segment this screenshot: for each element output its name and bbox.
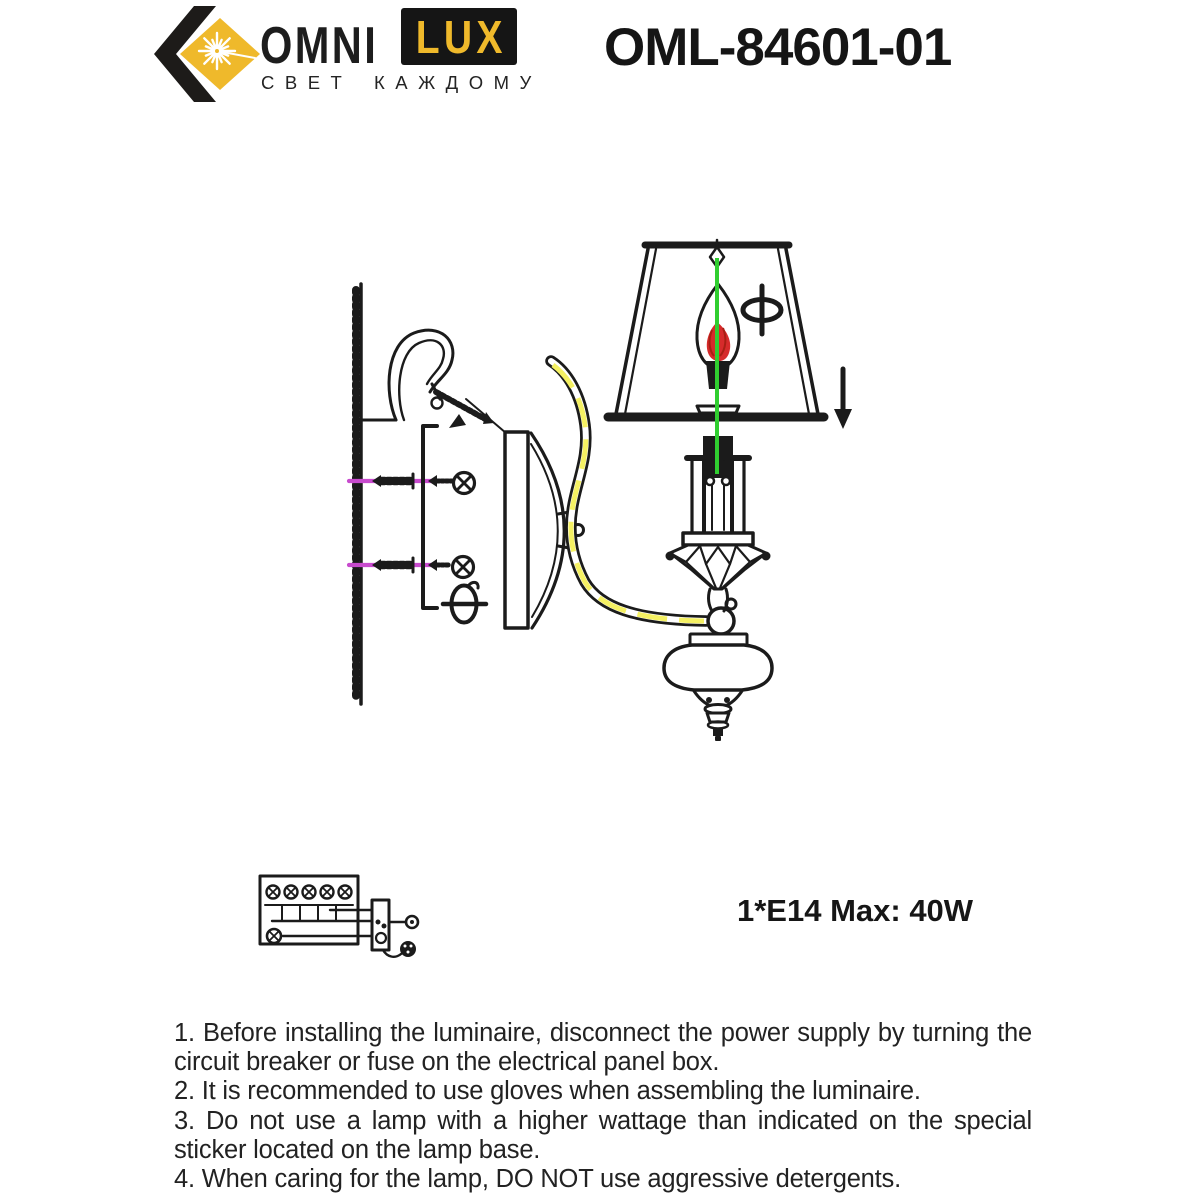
wiring-diagram	[246, 860, 436, 968]
small-arrow	[449, 414, 466, 428]
plug-icon	[400, 941, 416, 957]
hanging-screw	[436, 392, 487, 420]
brand-lux-text: LUX	[415, 10, 507, 63]
wall-anchor-top	[372, 474, 413, 488]
starburst-center-dot	[215, 49, 219, 53]
brand-tagline: СВЕТ КАЖДОМУ	[261, 72, 542, 93]
model-number: OML-84601-01	[604, 18, 952, 77]
mounting-guide-lines	[349, 481, 449, 565]
wall-anchor-bottom	[372, 558, 413, 572]
brand-omni-text: OMNI	[260, 17, 379, 75]
assembly-diagram	[325, 232, 885, 792]
glass-pendant	[664, 634, 772, 741]
keyhole-hook-detail	[389, 330, 506, 433]
instruction-item-4: 4. When caring for the lamp, DO NOT use aggressive detergents.	[174, 1165, 901, 1194]
instruction-item-3: 3. Do not use a lamp with a higher wattage than indicated on the special sticker located on the lamp base.	[174, 1106, 1032, 1164]
arm-end-ring	[708, 599, 736, 634]
mounting-bracket	[423, 426, 437, 608]
omnilux-logo-icon	[152, 6, 264, 102]
wall	[356, 284, 396, 704]
instruction-item-1: 1. Before installing the luminaire, disconnect the power supply by turning the circuit breaker or fuse on the electrical panel box.	[174, 1019, 1032, 1077]
instructions	[174, 1019, 1032, 1194]
brand-lux-badge	[401, 8, 517, 65]
screw-rotate-symbol	[443, 582, 486, 622]
wall-screw-bottom	[428, 557, 474, 578]
diamond-ornament	[666, 545, 771, 611]
lamp-terminal	[406, 916, 418, 928]
instruction-item-2: 2. It is recommended to use gloves when assembling the luminaire.	[174, 1077, 921, 1106]
wall-screw-top	[428, 473, 475, 494]
down-arrow-icon	[834, 369, 852, 429]
rotate-symbol	[743, 286, 781, 334]
lamp-spec: 1*E14 Max: 40W	[737, 893, 974, 928]
